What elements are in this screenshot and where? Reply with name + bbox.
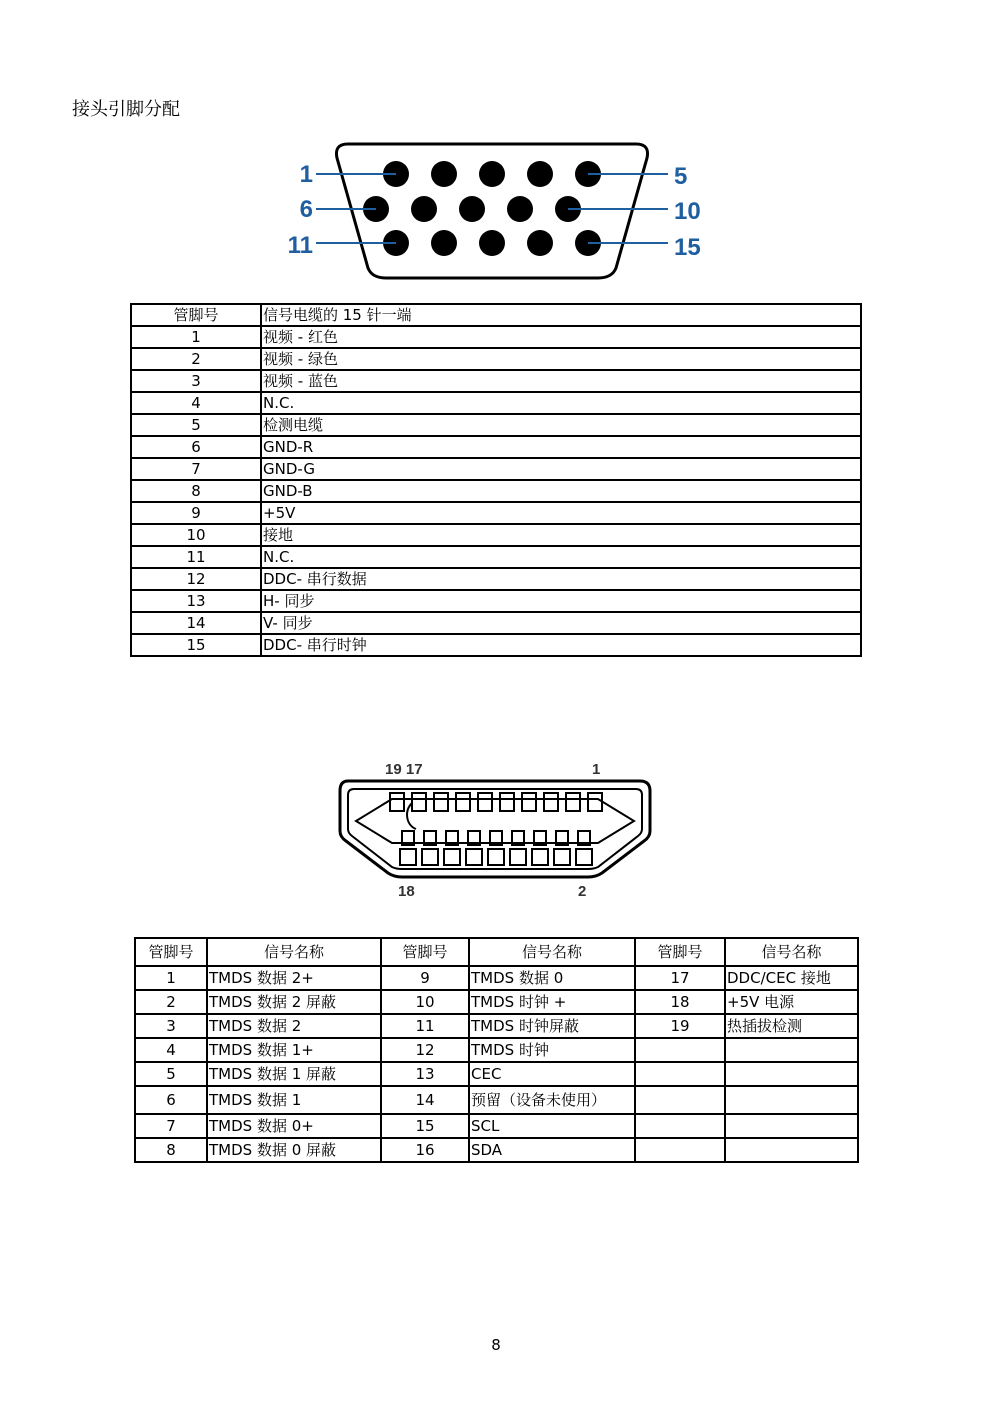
vga-pin xyxy=(527,230,553,256)
pin-cell: 3 xyxy=(135,1014,207,1038)
table-row xyxy=(131,502,861,524)
hdmi-pin xyxy=(444,849,460,865)
hdmi-contact-tongue xyxy=(356,799,634,843)
pin-cell xyxy=(635,1138,725,1162)
signal-cell: GND-G xyxy=(261,458,861,480)
page-number: 8 xyxy=(491,1336,501,1354)
table-row xyxy=(135,1114,858,1138)
table-row xyxy=(131,524,861,546)
signal-cell: 视频 - 红色 xyxy=(261,326,861,348)
table-row xyxy=(131,348,861,370)
vga-label-10: 10 xyxy=(674,198,701,225)
table-row xyxy=(131,370,861,392)
table-row xyxy=(131,392,861,414)
vga-label-6: 6 xyxy=(299,196,313,223)
page-heading: 接头引脚分配 xyxy=(72,99,180,120)
signal-cell: GND-R xyxy=(261,436,861,458)
pin-cell: 6 xyxy=(131,436,261,458)
table-row xyxy=(131,568,861,590)
signal-cell: TMDS 数据 0 xyxy=(469,966,635,990)
table-row xyxy=(131,480,861,502)
signal-cell: TMDS 时钟 xyxy=(469,1038,635,1062)
table-row xyxy=(131,546,861,568)
signal-cell: N.C. xyxy=(261,392,861,414)
signal-cell: 检测电缆 xyxy=(261,414,861,436)
pin-cell: 1 xyxy=(135,966,207,990)
pin-cell: 16 xyxy=(381,1138,469,1162)
vga-pin-table xyxy=(130,303,862,657)
hdmi-pin-table xyxy=(134,937,859,1163)
table-header-row xyxy=(131,304,861,326)
signal-cell: TMDS 数据 0+ xyxy=(207,1114,381,1138)
hdmi-pin xyxy=(544,793,558,811)
signal-cell: TMDS 数据 2 屏蔽 xyxy=(207,990,381,1014)
header-pin-3: 管脚号 xyxy=(635,938,725,966)
hdmi-pin xyxy=(412,793,426,811)
table-row xyxy=(135,1086,858,1114)
table-row xyxy=(131,612,861,634)
pin-cell: 9 xyxy=(381,966,469,990)
hdmi-pin xyxy=(422,849,438,865)
header-signal: 信号电缆的 15 针一端 xyxy=(261,304,861,326)
signal-cell: DDC- 串行数据 xyxy=(261,568,861,590)
signal-cell: 视频 - 蓝色 xyxy=(261,370,861,392)
signal-cell: 预留（设备未使用） xyxy=(469,1086,635,1114)
pin-cell: 10 xyxy=(131,524,261,546)
pin-cell: 1 xyxy=(131,326,261,348)
pin-cell: 12 xyxy=(131,568,261,590)
hdmi-pin xyxy=(456,793,470,811)
signal-cell: 接地 xyxy=(261,524,861,546)
pin-cell: 14 xyxy=(131,612,261,634)
hdmi-inner-shell xyxy=(348,789,642,869)
pin-cell: 17 xyxy=(635,966,725,990)
vga-pin xyxy=(431,230,457,256)
pin-cell: 15 xyxy=(381,1114,469,1138)
vga-label-15: 15 xyxy=(674,234,701,261)
table-row xyxy=(131,634,861,656)
hdmi-label-1: 1 xyxy=(592,761,601,778)
signal-cell: TMDS 数据 2 xyxy=(207,1014,381,1038)
pin-cell: 5 xyxy=(135,1062,207,1086)
signal-cell: N.C. xyxy=(261,546,861,568)
pin-cell: 9 xyxy=(131,502,261,524)
signal-cell xyxy=(725,1138,858,1162)
table-row xyxy=(131,458,861,480)
hdmi-connector-diagram xyxy=(330,755,660,905)
hdmi-pin xyxy=(400,849,416,865)
hdmi-pin xyxy=(478,793,492,811)
pin-cell: 13 xyxy=(131,590,261,612)
hdmi-pin xyxy=(588,793,602,811)
pin-cell xyxy=(635,1086,725,1114)
signal-cell: SDA xyxy=(469,1138,635,1162)
hdmi-top-pins xyxy=(390,793,602,811)
pin-cell: 8 xyxy=(135,1138,207,1162)
header-signal-1: 信号名称 xyxy=(207,938,381,966)
pin-cell xyxy=(635,1114,725,1138)
hdmi-pin xyxy=(522,793,536,811)
signal-cell: H- 同步 xyxy=(261,590,861,612)
hdmi-pin xyxy=(566,793,580,811)
signal-cell: +5V 电源 xyxy=(725,990,858,1014)
signal-cell: TMDS 数据 0 屏蔽 xyxy=(207,1138,381,1162)
signal-cell: SCL xyxy=(469,1114,635,1138)
header-signal-3: 信号名称 xyxy=(725,938,858,966)
pin-cell: 7 xyxy=(131,458,261,480)
table-row xyxy=(135,990,858,1014)
pin-cell xyxy=(635,1062,725,1086)
hdmi-label-19-17: 19 17 xyxy=(385,761,423,778)
signal-cell xyxy=(725,1062,858,1086)
table-row xyxy=(131,436,861,458)
signal-cell: +5V xyxy=(261,502,861,524)
header-signal-2: 信号名称 xyxy=(469,938,635,966)
table-row xyxy=(135,1138,858,1162)
signal-cell: GND-B xyxy=(261,480,861,502)
pin-cell: 12 xyxy=(381,1038,469,1062)
signal-cell xyxy=(725,1114,858,1138)
pin-cell: 5 xyxy=(131,414,261,436)
signal-cell: CEC xyxy=(469,1062,635,1086)
table-header-row xyxy=(135,938,858,966)
vga-connector-diagram xyxy=(280,140,720,285)
header-pin-2: 管脚号 xyxy=(381,938,469,966)
signal-cell: DDC- 串行时钟 xyxy=(261,634,861,656)
vga-pin xyxy=(459,196,485,222)
header-pin-1: 管脚号 xyxy=(135,938,207,966)
pin-cell: 18 xyxy=(635,990,725,1014)
pin-cell: 2 xyxy=(135,990,207,1014)
hdmi-pin xyxy=(510,849,526,865)
table-row xyxy=(131,326,861,348)
signal-cell xyxy=(725,1086,858,1114)
vga-pin xyxy=(479,161,505,187)
pin-cell: 4 xyxy=(131,392,261,414)
table-row xyxy=(135,1062,858,1086)
vga-pin xyxy=(527,161,553,187)
table-row xyxy=(131,414,861,436)
hdmi-label-18: 18 xyxy=(398,883,415,900)
vga-pin xyxy=(411,196,437,222)
vga-label-5: 5 xyxy=(674,163,688,190)
table-row xyxy=(135,966,858,990)
hdmi-pin xyxy=(434,793,448,811)
hdmi-pin xyxy=(532,849,548,865)
vga-pin xyxy=(431,161,457,187)
pin-cell: 14 xyxy=(381,1086,469,1114)
pin-cell: 3 xyxy=(131,370,261,392)
signal-cell: TMDS 时钟屏蔽 xyxy=(469,1014,635,1038)
pin-cell: 15 xyxy=(131,634,261,656)
pin-cell: 13 xyxy=(381,1062,469,1086)
hdmi-pin xyxy=(466,849,482,865)
pin-cell: 6 xyxy=(135,1086,207,1114)
table-row xyxy=(135,1014,858,1038)
vga-pins xyxy=(363,161,601,256)
header-pin: 管脚号 xyxy=(131,304,261,326)
pin-cell: 19 xyxy=(635,1014,725,1038)
pin-cell: 7 xyxy=(135,1114,207,1138)
pin-cell: 4 xyxy=(135,1038,207,1062)
hdmi-pin xyxy=(554,849,570,865)
signal-cell xyxy=(725,1038,858,1062)
vga-label-11: 11 xyxy=(287,232,313,259)
signal-cell: TMDS 数据 1 屏蔽 xyxy=(207,1062,381,1086)
signal-cell: TMDS 数据 1 xyxy=(207,1086,381,1114)
signal-cell: DDC/CEC 接地 xyxy=(725,966,858,990)
hdmi-bottom-pins xyxy=(400,849,592,865)
signal-cell: V- 同步 xyxy=(261,612,861,634)
signal-cell: TMDS 数据 2+ xyxy=(207,966,381,990)
pin-cell: 11 xyxy=(131,546,261,568)
hdmi-label-2: 2 xyxy=(578,883,587,900)
signal-cell: TMDS 时钟 + xyxy=(469,990,635,1014)
pin-cell: 2 xyxy=(131,348,261,370)
pin-cell: 10 xyxy=(381,990,469,1014)
pin-cell: 11 xyxy=(381,1014,469,1038)
vga-pin xyxy=(507,196,533,222)
hdmi-pin xyxy=(576,849,592,865)
hdmi-pin xyxy=(500,793,514,811)
vga-label-1: 1 xyxy=(299,161,313,188)
signal-cell: 热插拔检测 xyxy=(725,1014,858,1038)
vga-pin xyxy=(479,230,505,256)
table-row xyxy=(131,590,861,612)
hdmi-pin xyxy=(488,849,504,865)
signal-cell: TMDS 数据 1+ xyxy=(207,1038,381,1062)
signal-cell: 视频 - 绿色 xyxy=(261,348,861,370)
pin-cell: 8 xyxy=(131,480,261,502)
table-row xyxy=(135,1038,858,1062)
pin-cell xyxy=(635,1038,725,1062)
hdmi-pin xyxy=(390,793,404,811)
